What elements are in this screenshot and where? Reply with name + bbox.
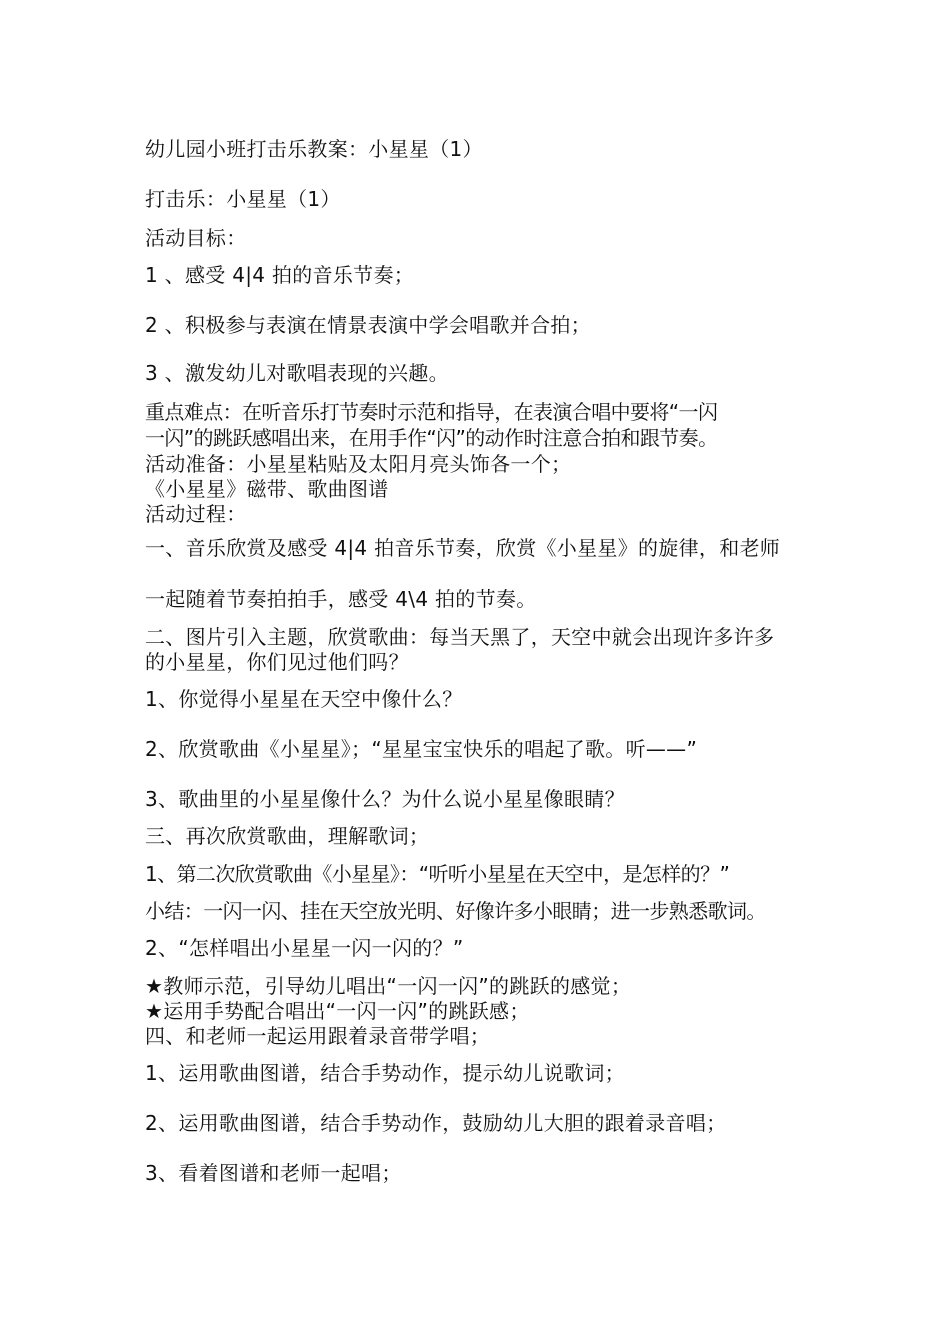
list-item: ★运用手势配合唱出“一闪一闪”的跳跃感； <box>145 999 530 1023</box>
list-item: 1、你觉得小星星在天空中像什么？ <box>145 687 463 711</box>
list-item: 2、运用歌曲图谱，结合手势动作，鼓励幼儿大胆的跟着录音唱； <box>145 1111 727 1135</box>
list-item: 3、看着图谱和老师一起唱； <box>145 1161 402 1185</box>
document-title: 幼儿园小班打击乐教案：小星星（1） <box>145 137 483 161</box>
section-heading-process: 活动过程： <box>145 502 247 526</box>
key-points-line-2: 一闪”的跳跃感唱出来，在用手作“闪”的动作时注意合拍和跟节奏。 <box>145 426 718 450</box>
summary-line: 小结：一闪一闪、挂在天空放光明、好像许多小眼睛；进一步熟悉歌词。 <box>145 899 766 923</box>
list-item: ★教师示范，引导幼儿唱出“一闪一闪”的跳跃的感觉； <box>145 974 632 998</box>
goal-item-1: 1 、感受 4|4 拍的音乐节奏； <box>145 263 415 287</box>
process-step-3: 三、再次欣赏歌曲，理解歌词； <box>145 824 430 848</box>
list-item: 3、歌曲里的小星星像什么？为什么说小星星像眼睛？ <box>145 787 625 811</box>
list-item: 2、欣赏歌曲《小星星》；“星星宝宝快乐的唱起了歌。听——” <box>145 737 698 761</box>
list-item: 2、“怎样唱出小星星一闪一闪的？” <box>145 936 464 960</box>
goal-item-3: 3 、激发幼儿对歌唱表现的兴趣。 <box>145 361 449 385</box>
process-step-1-line-2: 一起随着节奏拍拍手，感受 4\4 拍的节奏。 <box>145 587 537 611</box>
preparation-line-2: 《小星星》磁带、歌曲图谱 <box>145 477 389 501</box>
process-step-2-line-1: 二、图片引入主题，欣赏歌曲：每当天黑了，天空中就会出现许多许多 <box>145 625 775 649</box>
document-subtitle: 打击乐：小星星（1） <box>145 187 341 211</box>
process-step-2-line-2: 的小星星，你们见过他们吗？ <box>145 650 409 674</box>
section-heading-goals: 活动目标： <box>145 226 247 250</box>
goal-item-2: 2 、积极参与表演在情景表演中学会唱歌并合拍； <box>145 313 591 337</box>
process-step-4: 四、和老师一起运用跟着录音带学唱； <box>145 1024 491 1048</box>
list-item: 1、运用歌曲图谱，结合手势动作，提示幼儿说歌词； <box>145 1061 625 1085</box>
list-item: 1、第二次欣赏歌曲《小星星》：“听听小星星在天空中，是怎样的？” <box>145 862 730 886</box>
preparation-line-1: 活动准备：小星星粘贴及太阳月亮头饰各一个； <box>145 452 572 476</box>
key-points-line-1: 重点难点：在听音乐打节奏时示范和指导，在表演合唱中要将“一闪 <box>145 400 718 424</box>
process-step-1-line-1: 一、音乐欣赏及感受 4|4 拍音乐节奏，欣赏《小星星》的旋律，和老师 <box>145 536 781 560</box>
